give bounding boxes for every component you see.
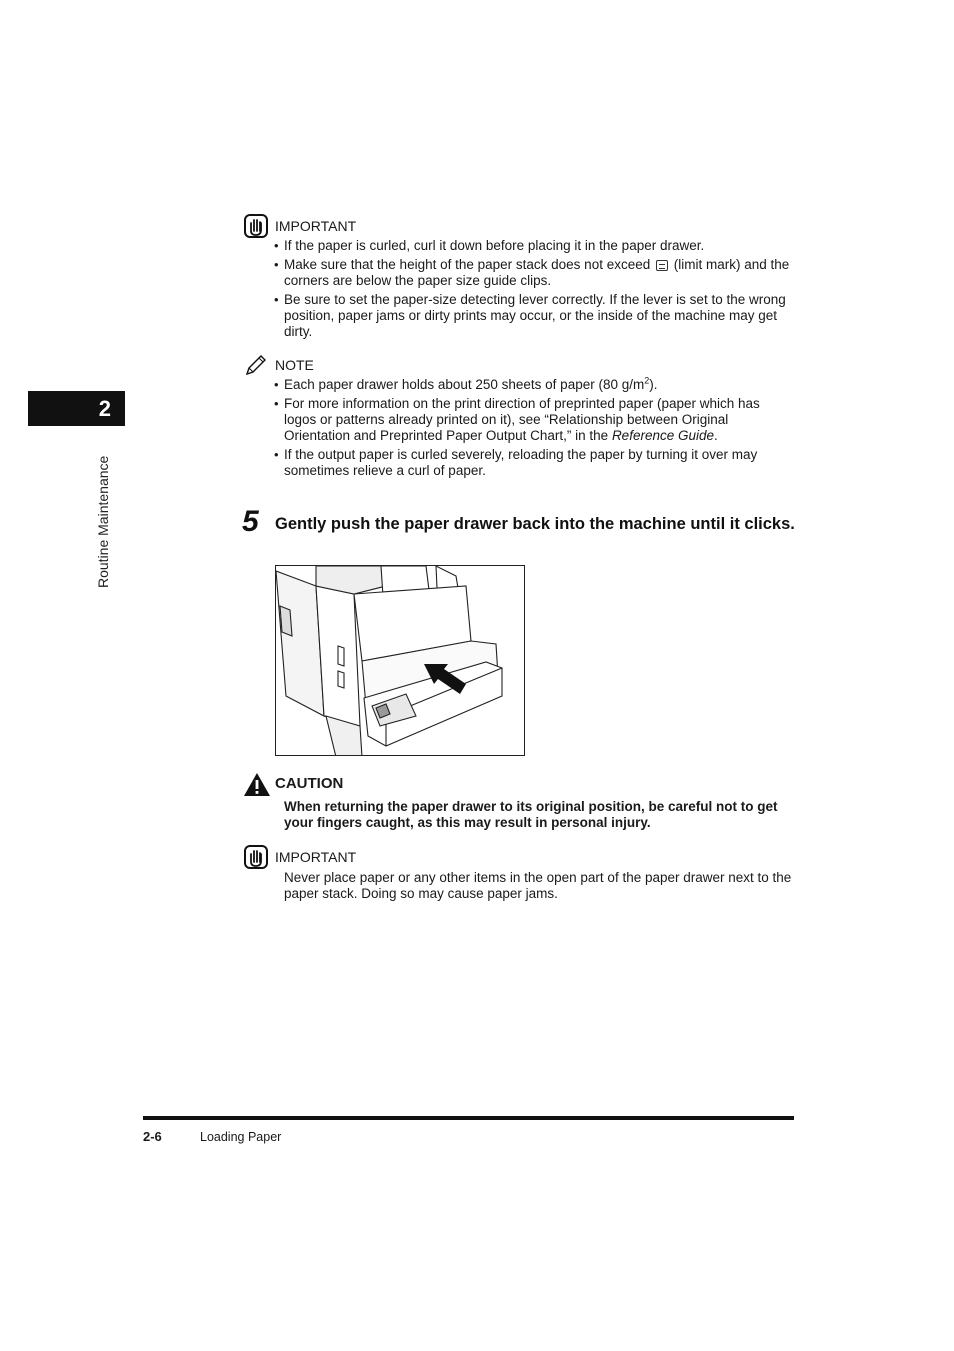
- important-hand-icon: [244, 845, 268, 869]
- limit-mark-icon: [656, 260, 668, 271]
- note-list: [274, 377, 794, 482]
- list-item: • Each paper drawer holds about 250 sheets of paper (80 $g/m^2$).: [274, 377, 794, 393]
- important-list: [274, 238, 794, 343]
- footer-section-title: Loading Paper: [200, 1130, 282, 1144]
- chapter-number: 2: [98, 395, 111, 421]
- list-item: • For more information on the print direction of preprinted paper (paper which has logos or patterns already printed on it), see “Relationship between Original Orientation and Preprinted Paper Output Chart,” in the Reference Guide.: [274, 396, 794, 444]
- chapter-tab: [28, 391, 125, 426]
- list-item: • If the paper is curled, curl it down before placing it in the paper drawer.: [274, 238, 794, 254]
- important-label: IMPORTANT: [275, 849, 357, 865]
- printer-drawer-illustration: [275, 565, 525, 756]
- printer-illustration-svg: [276, 566, 525, 756]
- important-label: IMPORTANT: [275, 218, 357, 234]
- list-item: • Make sure that the height of the paper stack does not exceed (limit mark) and the corners are below the paper size guide clips.: [274, 257, 794, 289]
- step-instruction: Gently push the paper drawer back into the machine until it clicks.: [275, 515, 795, 533]
- list-item: • Be sure to set the paper-size detecting lever correctly. If the lever is set to the wrong position, paper jams or dirty prints may occur, or the inside of the machine may get dirty.: [274, 292, 794, 340]
- important-hand-icon: [244, 214, 268, 238]
- page-number: 2-6: [143, 1129, 162, 1144]
- caution-text: When returning the paper drawer to its original position, be careful not to get your fingers caught, as this may result in personal injury.: [284, 799, 778, 830]
- list-item: • If the output paper is curled severely, reloading the paper by turning it over may sometimes relieve a curl of paper.: [274, 447, 794, 479]
- note-pencil-icon: [244, 353, 268, 377]
- footer-rule: [143, 1116, 794, 1120]
- important-text: Never place paper or any other items in the open part of the paper drawer next to the paper stack. Doing so may cause paper jams.: [284, 870, 792, 901]
- note-label: NOTE: [275, 357, 314, 373]
- step-number: 5: [242, 505, 259, 538]
- caution-warning-icon: [243, 772, 271, 797]
- chapter-title: Routine Maintenance: [95, 455, 111, 588]
- caution-label: CAUTION: [275, 775, 344, 792]
